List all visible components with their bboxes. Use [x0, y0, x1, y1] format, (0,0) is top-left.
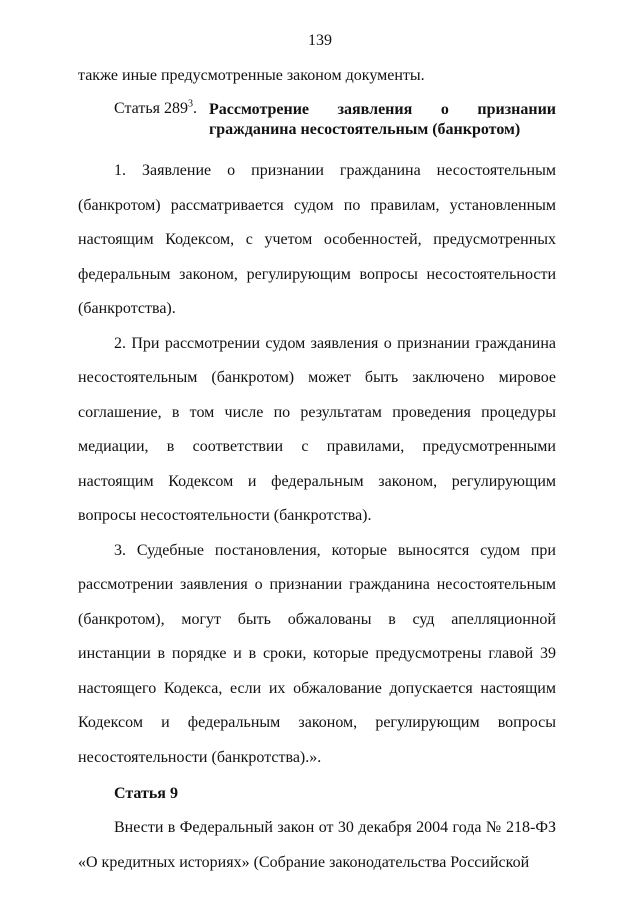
- paragraph-3: 3. Судебные постановления, которые выносятся судом при рассмотрении заявления о признании гражданина несостоятельным (банкротом), могут быть обжалованы в суд апелляционной инстанции в порядке и в сроки, которые предусмотрены главой 39 настоящего Кодекса, если их обжалование допускается настоящим Кодексом и федеральным законом, регулирующим вопросы несостоятельности (банкротства).».: [78, 541, 556, 766]
- article-289-3-label: [78, 100, 209, 140]
- page-number: 139: [308, 32, 332, 49]
- paragraph-2: 2. При рассмотрении судом заявления о признании гражданина несостоятельным (банкротом) может быть заключено мировое соглашение, в том числе по результатам проведения процедуры медиации, в соответствии с правилами, предусмотренными настоящим Кодексом и федеральным законом, регулирующим вопросы несостоятельности (банкротства).: [78, 334, 556, 524]
- paragraph-1: 1. Заявление о признании гражданина несостоятельным (банкротом) рассматривается судом по правилам, установленным настоящим Кодексом, с учетом особенностей, предусмотренных федеральным законом, регулирующим вопросы несостоятельности (банкротства).: [78, 162, 556, 317]
- article-label-dot: .: [192, 100, 197, 117]
- article-289-3-title: Рассмотрение заявления о признании гражданина несостоятельным (банкротом): [208, 101, 556, 138]
- continuation-text: также иные предусмотренные законом документы.: [78, 67, 425, 84]
- article-label-number: Статья 289: [114, 100, 188, 117]
- article-9-text: Внести в Федеральный закон от 30 декабря 2004 года № 218-ФЗ «О кредитных историях» (Собрание законодательства Российской: [78, 819, 556, 871]
- article-289-3-heading: [78, 100, 556, 140]
- document-body: [78, 66, 556, 880]
- article-label-superscript: 3: [187, 98, 193, 110]
- article-9-heading: Статья 9: [114, 785, 178, 802]
